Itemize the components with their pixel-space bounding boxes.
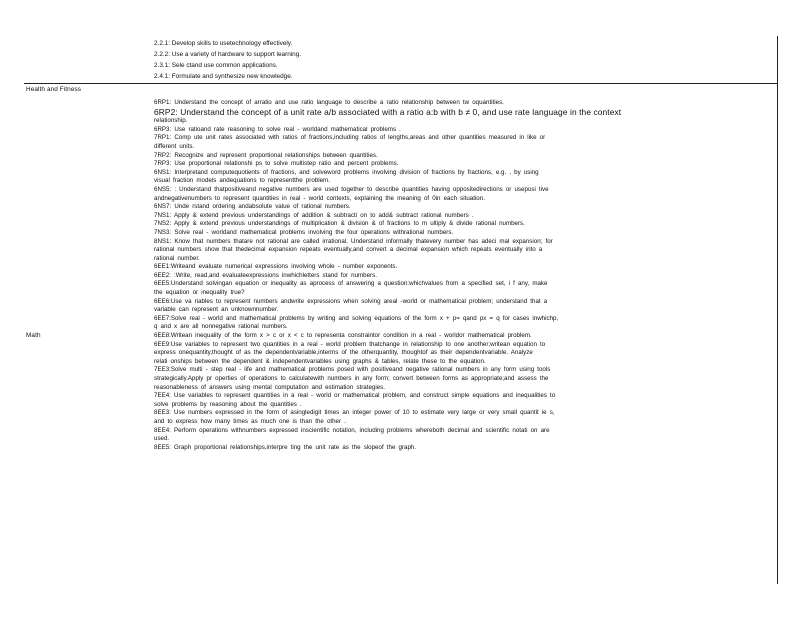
standard-line: 6EE5:Understand solvingan equation or inequality as aprocess of answering a question:whichvalues from a specified set, i f any, make [154, 280, 548, 288]
math-standards-list [154, 99, 768, 452]
technology-standards-list [154, 39, 554, 83]
category-health-fitness: Health and Fitness [26, 86, 82, 93]
list-item: 2.4.1: Formulate and synthesize new knowledge. [154, 72, 293, 80]
standard-line: variable can represent an unknownnumber. [154, 306, 279, 314]
standard-line: rational numbers show that thedecimal expansion repeats eventually,and convert a decimal expansion which repeats eventually into a [154, 246, 543, 254]
standard-line: 6NS5: : Understand thatpositiveand negative numbers are used together to describe quantities having oppositedirections or useposi tive [154, 185, 549, 193]
standard-line: 7RP3: Use proportional relationshi ps to solve multistep ratio and percent problems. [154, 160, 399, 168]
standard-line: 7EE3:Solve multi - step real - life and mathematical problems posed with positiveand negative rational numbers in any form using tools [154, 366, 551, 374]
section-divider [24, 83, 778, 84]
standard-line: visual fraction models andequations to representthe problem. [154, 177, 330, 185]
standard-line: 7NS2: Apply & extend previous understandings of multiplication & division & of fractions to m ultiply & divide rational numbers. [154, 220, 525, 228]
standard-line: 8EE5: Graph proportional relationships,interpre ting the unit rate as the slopeof the graph. [154, 443, 417, 451]
standard-line: 6NS1: Interpretand computequotients of fractions, and solveword problems involving division of fractions by fractions, e.g. , by using [154, 168, 539, 176]
standard-line: the equation or inequality true? [154, 289, 245, 297]
standard-line: 6RP2: Understand the concept of a unit rate a/b associated with a ratio a:b with b ≠ 0, and use rate language in the context [154, 107, 622, 117]
list-item: 2.2.1: Develop skills to usetechnology effectively. [154, 40, 293, 47]
standard-line: 6EE9:Use variables to represent two quantities in a real - world problem thatchange in relationship to one another;writean equation to [154, 340, 546, 348]
standard-line: 6EE1:Writeand evaluate numerical expressions involving whole - number exponents. [154, 263, 398, 271]
standard-line: 7EE4: Use variables to represent quantities in a real - world or mathematical problem, and construct simple equations and inequalities to [154, 392, 556, 400]
standard-line: 8EE3: Use numbers expressed in the form of asingledigit times an integer power of 10 to estimate very large or very small quantit ie s, [154, 409, 555, 417]
standard-line: andnegativenumbers to represent quantities in real - world contexts, explaining the meaning of 0in each situation. [154, 194, 485, 202]
standard-line: and to express how many times as much one is than the other . [154, 417, 346, 425]
standard-line: rational number. [154, 254, 200, 262]
standard-line: 7RP2: Recognize and represent proportional relationships between quantities. [154, 151, 378, 159]
standard-line: 6EE8:Writean inequality of the form x > c or x < c to representa constraintor condition in a real - worldor mathematical problem. [154, 332, 532, 340]
standard-line: used. [154, 435, 170, 443]
standard-line: express onequantity,thought of as the dependentvariable,interms of the otherquantity, thoughtof as their dependentvariable. Analyze [154, 349, 533, 357]
standard-line: solve problems by reasoning about the quantities . [154, 400, 302, 408]
standard-line: q and x are all nonnegative rational numbers. [154, 323, 288, 331]
standard-line: 7RP1: Comp ute unit rates associated with ratios of fractions,including ratios of lengths,areas and other quantities measured in like or [154, 134, 546, 142]
standard-line: 8EE4: Perform operations withnumbers expressed inscientific notation, including problems whereboth decimal and scientific notati on are [154, 426, 550, 434]
standard-line: 6EE6:Use va riables to represent numbers andwrite expressions when solving areal -world or mathematical problem; understand that a [154, 297, 548, 305]
standard-line: strategically.Apply pr operties of operations to calculatewith numbers in any form; convert between forms as appropriate;and assess the [154, 375, 549, 382]
standard-line: relationship. [154, 117, 188, 125]
list-item: 2.2.2: Use a variety of hardware to support learning. [154, 50, 302, 58]
list-item: 2.3.1: Sele ctand use common applications. [154, 61, 278, 69]
standard-line: 6RP1: Understand the concept of arratio and use ratio language to describe a ratio relationship between tw oquantities. [154, 99, 504, 106]
standard-line: 6EE2: :Write, read,and evaluateexpressions inwhichletters stand for numbers. [154, 271, 377, 279]
table-right-border [777, 36, 778, 584]
standard-line: different units. [154, 142, 195, 150]
category-math: Math [26, 332, 41, 339]
standard-line: relati onships between the dependent & independentvariables using graphs & tables, relate these to the equation. [154, 357, 486, 365]
standard-line: 8NS1: Know that numbers thatare not rational are called irrational. Understand informally thatevery number has adeci mal expansion; for [154, 237, 553, 245]
standard-line: 7NS1: Apply & extend previous understandings of addition & subtracti on to add& subtract rational numbers . [154, 211, 474, 219]
standard-line: 6EE7:Solve real - world and mathematical problems by writing and solving equations of the form x + p= qand px = q for cases inwhichp, [154, 314, 559, 322]
standard-line: reasonableness of answers using mental computation and estimation strategies. [154, 383, 385, 391]
standard-line: 7NS3: Solve real - worldand mathematical problems involving the four operations withrational numbers. [154, 228, 454, 236]
standard-line: 6RP3: Use ratioand rate reasoning to solve real - worldand mathematical problems . [154, 125, 401, 133]
standard-line: 6NS7: Unde rstand ordering andabsolute value of rational numbers. [154, 203, 351, 211]
